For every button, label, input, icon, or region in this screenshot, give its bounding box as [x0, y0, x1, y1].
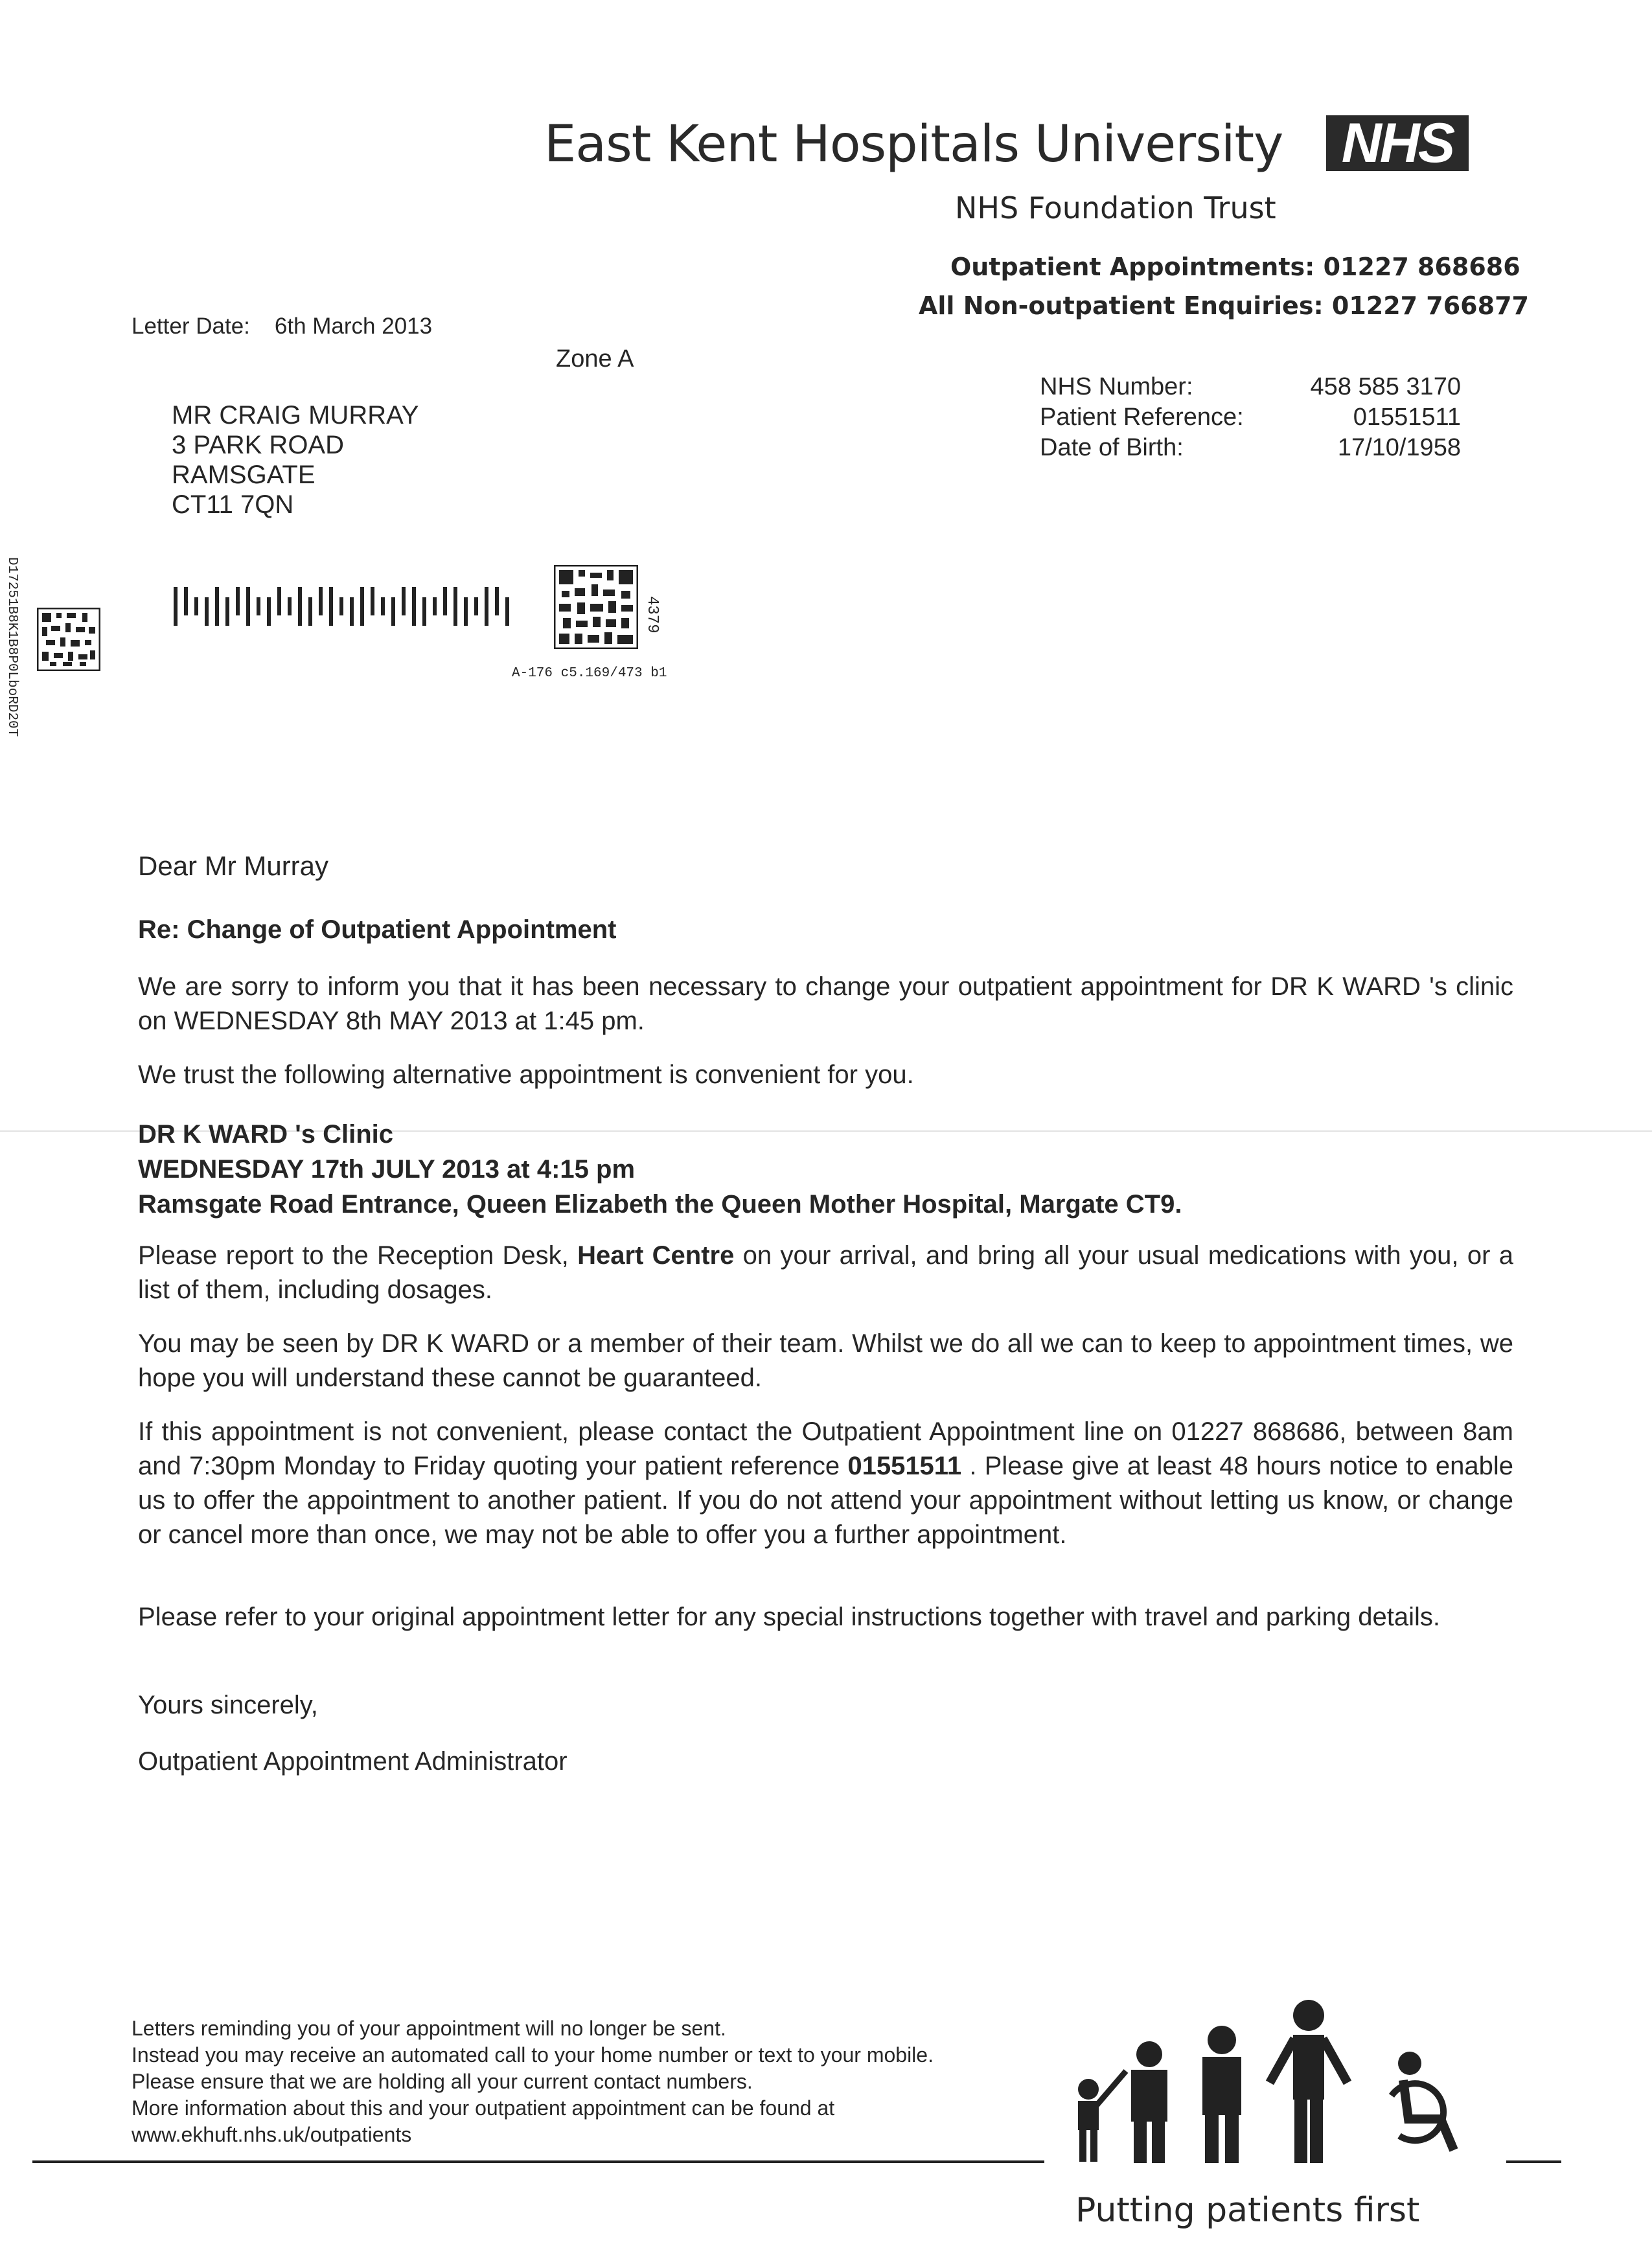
side-qr-icon: [37, 608, 100, 671]
signatory: Outpatient Appointment Administrator: [138, 1747, 568, 1776]
footer-rule-left: [32, 2160, 1044, 2163]
paragraph-alternative: We trust the following alternative appointment is convenient for you.: [138, 1060, 914, 1089]
footer-line-4: More information about this and your outpatient appointment can be found at: [132, 2096, 835, 2120]
address-line-2: 3 PARK ROAD: [172, 431, 344, 459]
nhs-logo: NHS: [1326, 115, 1469, 171]
patient-reference-row: [1040, 402, 1461, 433]
postal-barcode-icon: [171, 584, 534, 630]
clinic-datetime: WEDNESDAY 17th JULY 2013 at 4:15 pm: [138, 1155, 636, 1184]
patient-reference-label: Patient Reference:: [1040, 404, 1244, 431]
enquiries-phone: All Non-outpatient Enquiries: 01227 766877: [919, 292, 1529, 320]
paragraph-reception: [138, 1239, 1513, 1307]
footer-note: [132, 2015, 934, 2148]
letter-date: [132, 314, 432, 339]
address-qr-icon: [554, 565, 638, 649]
letter-date-value: 6th March 2013: [274, 314, 433, 339]
patient-details: [1040, 372, 1461, 463]
new-appointment-details: [138, 1117, 1182, 1222]
qr-number: 4379: [643, 596, 661, 634]
paragraph-reception-text-b: on your arrival, and bring all your usual medications with you, or a list of them, including dosages.: [138, 1241, 1513, 1304]
salutation: Dear Mr Murray: [138, 851, 329, 881]
patient-reference-bold: 01551511: [847, 1452, 962, 1480]
tagline: Putting patients first: [1075, 2191, 1420, 2230]
reception-location: Heart Centre: [577, 1241, 735, 1270]
date-of-birth-row: [1040, 433, 1461, 463]
address-line-1: MR CRAIG MURRAY: [172, 401, 419, 430]
address-line-4: CT11 7QN: [172, 490, 294, 519]
footer-rule-right: [1506, 2160, 1561, 2163]
address-line-3: RAMSGATE: [172, 461, 315, 489]
date-of-birth-value: 17/10/1958: [1337, 434, 1461, 461]
nhs-number-label: NHS Number:: [1040, 373, 1193, 400]
paragraph-refer-original: Please refer to your original appointment letter for any special instructions together with travel and parking details.: [138, 1603, 1440, 1631]
date-of-birth-label: Date of Birth:: [1040, 434, 1184, 461]
nhs-number-row: [1040, 372, 1461, 402]
paragraph-seen-by: You may be seen by DR K WARD or a member of their team. Whilst we do all we can to keep to appointment times, we hope you will understand these cannot be guaranteed.: [138, 1329, 1513, 1392]
footer-line-2: Instead you may receive an automated call to your home number or text to your mobile.: [132, 2043, 934, 2067]
letter-date-label: Letter Date:: [132, 314, 250, 339]
family-and-wheelchair-icon: [1069, 1992, 1484, 2173]
clinic-name: DR K WARD 's Clinic: [138, 1120, 393, 1149]
closing: Yours sincerely,: [138, 1691, 318, 1719]
clinic-location: Ramsgate Road Entrance, Queen Elizabeth the Queen Mother Hospital, Margate CT9.: [138, 1190, 1182, 1219]
paragraph-contact-text-b: . Please give at least 48 hours notice to enable us to offer the appointment to another patient. If you do not attend your appointment without letting us know, or change or cancel more than once, we may not be able to offer you a further appointment.: [138, 1452, 1513, 1549]
subject-line: Re: Change of Outpatient Appointment: [138, 915, 617, 944]
trust-name: East Kent Hospitals University: [544, 115, 1283, 174]
recipient-address: [172, 400, 419, 520]
paragraph-cancellation: We are sorry to inform you that it has been necessary to change your outpatient appointment for DR K WARD 's clinic on WEDNESDAY 8th MAY 2013 at 1:45 pm.: [138, 972, 1513, 1035]
paragraph-contact: [138, 1415, 1513, 1552]
zone-label: Zone A: [556, 345, 634, 372]
trust-subtitle: NHS Foundation Trust: [955, 190, 1276, 225]
footer-line-5: www.ekhuft.nhs.uk/outpatients: [132, 2123, 412, 2146]
patient-reference-value: 01551511: [1353, 404, 1461, 431]
side-reference-code: D17251B8K1B8P0LboRD20T: [5, 557, 19, 737]
paragraph-reception-text-a: Please report to the Reception Desk,: [138, 1241, 578, 1270]
footer-line-3: Please ensure that we are holding all your current contact numbers.: [132, 2070, 753, 2093]
paragraph-contact-text-a: If this appointment is not convenient, please contact the Outpatient Appointment line on 01227 868686, between 8am and 7:30pm Monday to Friday quoting your patient reference: [138, 1417, 1513, 1480]
nhs-number-value: 458 585 3170: [1310, 373, 1461, 400]
footer-line-1: Letters reminding you of your appointment will no longer be sent.: [132, 2017, 726, 2040]
barcode-reference: A-176 c5.169/473 b1: [512, 666, 667, 681]
outpatient-appointments-phone: Outpatient Appointments: 01227 868686: [950, 253, 1520, 281]
